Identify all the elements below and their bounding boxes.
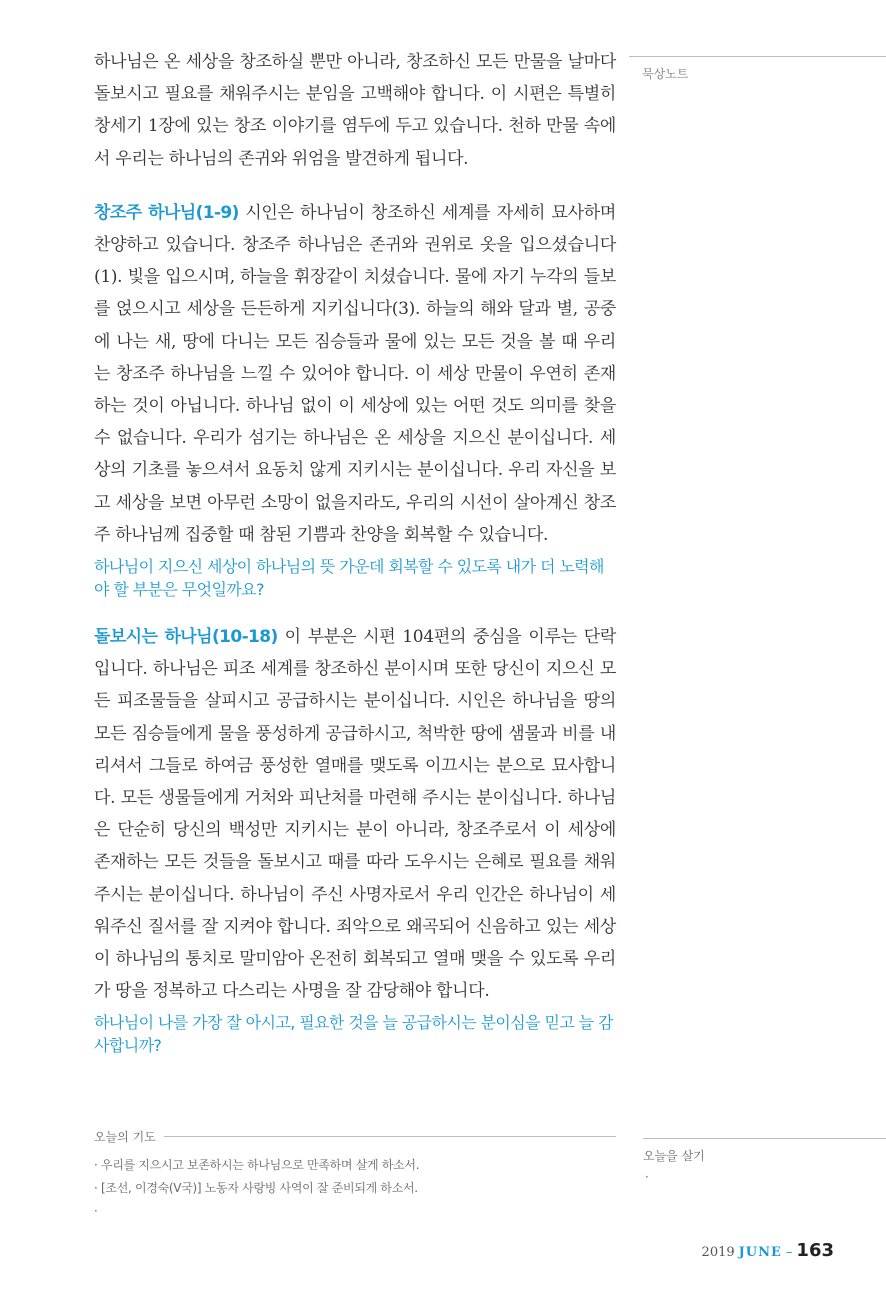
main-column — [94, 46, 616, 1077]
footer-year: 2019 — [701, 1245, 735, 1260]
living-today-bullet: · — [645, 1170, 649, 1184]
living-today-title: 오늘을 살기 — [643, 1149, 705, 1163]
prayer-item: · [조선, 이경숙(V국)] 노동자 사랑빙 사역이 잘 준비되게 하소서. — [94, 1181, 418, 1195]
prayer-title: 오늘의 기도 — [94, 1130, 156, 1144]
page-number: 163 — [796, 1240, 834, 1261]
footer-dash: – — [785, 1245, 793, 1260]
section-creator-heading: 창조주 하나님(1-9) — [94, 202, 239, 223]
section-caring-paragraph — [94, 621, 616, 1007]
living-today-panel — [643, 1138, 886, 1184]
section-caring-question: 하나님이 나를 가장 잘 아시고, 필요한 것을 늘 공급하시는 분이심을 믿고 늘 감사합니까? — [94, 1013, 613, 1056]
section-creator-paragraph — [94, 197, 616, 551]
section-creator-question: 하나님이 지으신 세상이 하나님의 뜻 가운데 회복할 수 있도록 내가 더 노력해야 할 부분은 무엇일까요? — [94, 557, 604, 600]
prayer-item: · — [94, 1204, 98, 1218]
todays-prayer-section — [94, 1128, 616, 1223]
prayer-divider — [164, 1136, 616, 1137]
section-caring-body: 이 부분은 시편 104편의 중심을 이루는 단락입니다. 하나님은 피조 세계를 창조하신 분이시며 또한 당신이 지으신 모든 피조물들을 살피시고 공급하시는 분이십니다. 시인은 하나님을 땅의 모든 짐승들에게 물을 풍성하게 공급하시고, 척박한 땅에 샘물과 비를 내리셔서 그들로 하여금 풍성한 열매를 맺도록 이끄시는 분으로 묘사합니다. 모든 생물들에게 거처와 피난처를 마련해 주시는 분이십니다. 하나님은 단순히 당신의 백성만 지키시는 분이 아니라, 창조주로서 이 세상에 존재하는 모든 것들을 돌보시고 때를 따라 도우시는 은혜로 필요를 채워주시는 분이십니다. 하나님이 주신 사명자로서 우리 인간은 하나님이 세워주신 질서를 잘 지켜야 합니다. 죄악으로 왜곡되어 신음하고 있는 세상이 하나님의 통치로 말미암아 온전히 회복되고 열매 맺을 수 있도록 우리가 땅을 정복하고 다스리는 사명을 잘 감당해야 합니다. — [94, 627, 616, 1002]
meditation-notes-label: 묵상노트 — [642, 67, 689, 81]
section-creator-body: 시인은 하나님이 창조하신 세계를 자세히 묘사하며 찬양하고 있습니다. 창조주 하나님은 존귀와 권위로 옷을 입으셨습니다(1). 빛을 입으시며, 하늘을 휘장같이 치셨습니다. 물에 자기 누각의 들보를 얹으시고 세상을 든든하게 지키십니다(3). 하늘의 해와 달과 별, 공중에 나는 새, 땅에 다니는 모든 짐승들과 물에 있는 모든 것을 볼 때 우리는 창조주 하나님을 느낄 수 있어야 합니다. 이 세상 만물이 우연히 존재하는 것이 아닙니다. 하나님 없이 이 세상에 있는 어떤 것도 의미를 찾을 수 없습니다. 우리가 섬기는 하나님은 온 세상을 지으신 분이십니다. 세상의 기초를 놓으셔서 요동치 않게 지키시는 분이십니다. 우리 자신을 보고 세상을 보면 아무런 소망이 없을지라도, 우리의 시선이 살아계신 창조주 하나님께 집중할 때 참된 기쁨과 찬양을 회복할 수 있습니다. — [94, 202, 616, 545]
prayer-header — [94, 1128, 616, 1145]
intro-paragraph: 하나님은 온 세상을 창조하실 뿐만 아니라, 창조하신 모든 만물을 날마다 돌보시고 필요를 채워주시는 분임을 고백해야 합니다. 이 시편은 특별히 창세기 1장에 있는 창조 이야기를 염두에 두고 있습니다. 천하 만물 속에서 우리는 하나님의 존귀와 위엄을 발견하게 됩니다. — [94, 52, 616, 169]
meditation-notes-panel — [629, 56, 886, 82]
footer-month: JUNE — [738, 1245, 782, 1260]
section-caring-heading: 돌보시는 하나님(10-18) — [94, 627, 278, 648]
prayer-list — [94, 1154, 616, 1223]
page-footer — [702, 1240, 834, 1261]
prayer-item: · 우리를 지으시고 보존하시는 하나님으로 만족하며 살게 하소서. — [94, 1158, 420, 1172]
